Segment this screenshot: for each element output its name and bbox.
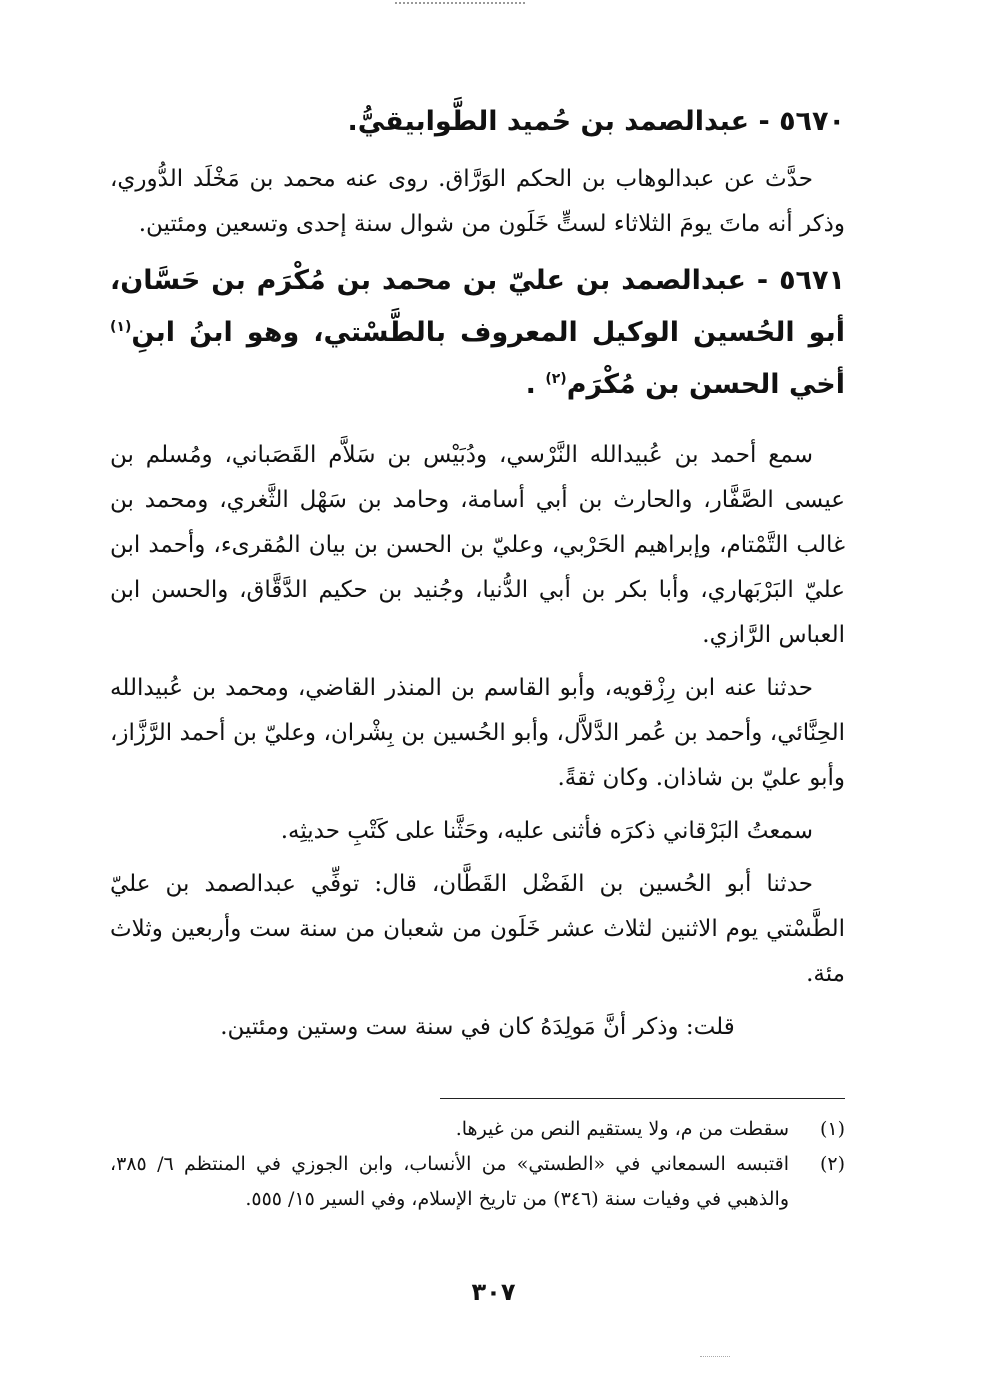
entry-5671-paragraph-praise: سمعتُ البَرْقاني ذكرَه فأثنى عليه، وحَثَّنا على كَتْبِ حديثِه. bbox=[280, 818, 813, 844]
entry-5670-title: ٥٦٧٠ - عبدالصمد بن حُميد الطَّوابيقيُّ. bbox=[347, 106, 845, 137]
entry-5671-paragraph-birth: قلت: وذكر أنَّ مَولِدَهُ كان في سنة ست وستين ومئتين. bbox=[220, 1014, 735, 1040]
footnote-ref-1[interactable]: (١) bbox=[110, 319, 132, 335]
entry-5671-title-text-cont: أخي الحسن بن مُكْرَم bbox=[566, 369, 845, 400]
footnotes bbox=[110, 1112, 845, 1217]
page-body bbox=[110, 95, 845, 1058]
entry-5671-title-text: ٥٦٧١ - عبدالصمد بن عليّ بن محمد بن مُكْرَم بن حَسَّان، أبو الحُسين الوكيل المعروف بالطَّسْتي، وهو ابنُ ابنِ bbox=[110, 265, 845, 348]
footnote-text: سقطت من م، ولا يستقيم النص من غيرها. bbox=[455, 1118, 789, 1140]
footnote-text: اقتبسه السمعاني في «الطستي» من الأنساب، وابن الجوزي في المنتظم ٦/ ٣٨٥، والذهبي في وفيات سنة (٣٤٦) من تاريخ الإسلام، وفي السير ١٥/ ٥٥٥. bbox=[110, 1153, 789, 1210]
footnote-number: (١) bbox=[819, 1118, 845, 1140]
entry-5671-paragraph-death: حدثنا أبو الحُسين بن الفَضْل القَطَّان، قال: توفِّي عبدالصمد بن عليّ الطَّسْتي يوم الاثنين لثلاث عشر خَلَون من شعبان من سنة ست وأربعين وثلاث مئة. bbox=[110, 871, 845, 987]
entry-5671-title-end: . bbox=[525, 369, 536, 400]
bottom-scan-mark bbox=[700, 1356, 730, 1357]
entry-5671-paragraph-teachers: سمع أحمد بن عُبيدالله النَّرْسي، ودُبَيْس بن سَلاَّم القَصَباني، ومُسلم بن عيسى الصَّفَّار، والحارث بن أبي أسامة، وحامد بن سَهْل الثَّغري، ومحمد بن غالب التَّمْتام، وإبراهيم الحَرْبي، وعليّ بن الحسن بن بيان المُقرىء، وأحمد ابن عليّ البَرْبَهاري، وأبا بكر بن أبي الدُّنيا، وجُنيد بن حكيم الدَّقَّاق، والحسن ابن العباس الرَّازي. bbox=[110, 442, 845, 648]
footnote-1 bbox=[110, 1112, 845, 1147]
entry-5671-paragraph-students: حدثنا عنه ابن رِزْقويه، وأبو القاسم بن المنذر القاضي، ومحمد بن عُبيدالله الحِنَّائي، وأحمد بن عُمر الدَّلاَّل، وأبو الحُسين بن بِشْران، وعليّ بن أحمد الرَّزَّاز، وأبو عليّ بن شاذان. وكان ثقةً. bbox=[110, 675, 845, 791]
footnote-divider bbox=[440, 1098, 845, 1099]
footnote-2 bbox=[110, 1147, 845, 1217]
entry-5670-paragraph: حدَّث عن عبدالوهاب بن الحكم الوَرَّاق. روى عنه محمد بن مَخْلَد الدُّوري، وذكر أنه ماتَ يومَ الثلاثاء لستٍّ خَلَون من شوال سنة إحدى وتسعين ومئتين. bbox=[110, 166, 845, 237]
entry-5671-title bbox=[110, 255, 845, 411]
footnote-ref-2[interactable]: (٢) bbox=[545, 371, 567, 387]
top-scan-mark bbox=[395, 2, 525, 8]
page-number: ٣٠٧ bbox=[471, 1278, 516, 1306]
footnote-number: (٢) bbox=[819, 1153, 845, 1175]
